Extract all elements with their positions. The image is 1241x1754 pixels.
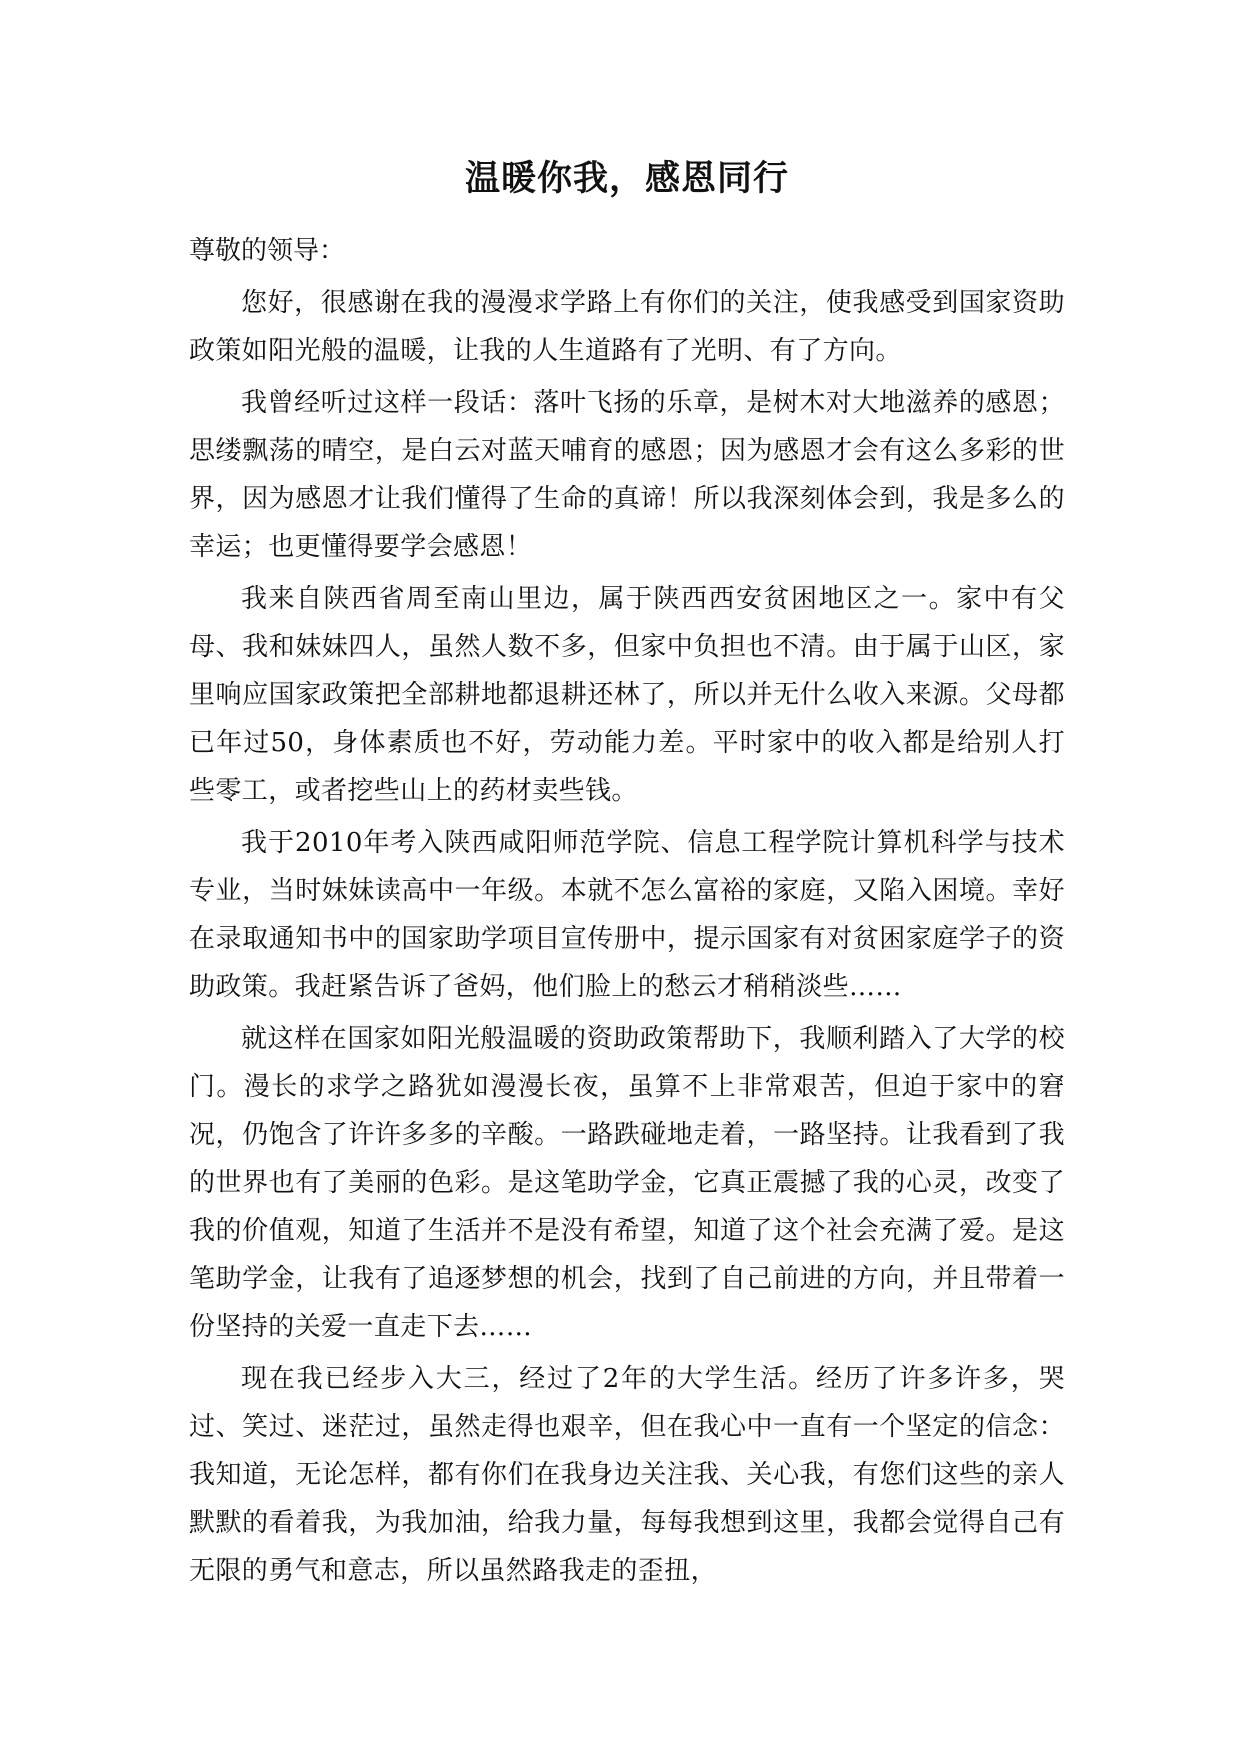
salutation: 尊敬的领导： [189,236,346,266]
paragraph-college-admission: 我于2010年考入陕西咸阳师范学院、信息工程学院计算机科学与技术专业，当时妹妹读高中一年级。本就不怎么富裕的家庭，又陷入困境。幸好在录取通知书中的国家助学项目宣传册中，提示国家有对贫困家庭学子的资助政策。我赶紧告诉了爸妈，他们脸上的愁云才稍稍淡些…… [189,828,1065,1002]
paragraph-financial-aid: 就这样在国家如阳光般温暖的资助政策帮助下，我顺利踏入了大学的校门。漫长的求学之路犹如漫漫长夜，虽算不上非常艰苦，但迫于家中的窘况，仍饱含了许许多多的辛酸。一路跌碰地走着，一路坚持。让我看到了我的世界也有了美丽的色彩。是这笔助学金，它真正震撼了我的心灵，改变了我的价值观，知道了生活并不是没有希望，知道了这个社会充满了爱。是这笔助学金，让我有了追逐梦想的机会，找到了自己前进的方向，并且带着一份坚持的关爱一直走下去…… [189,1024,1065,1342]
paragraph-greeting: 您好，很感谢在我的漫漫求学路上有你们的关注，使我感受到国家资助政策如阳光般的温暖，让我的人生道路有了光明、有了方向。 [189,288,1065,366]
document-title: 温暖你我，感恩同行 [464,159,789,199]
paragraph-current-life: 现在我已经步入大三，经过了2年的大学生活。经历了许多许多，哭过、笑过、迷茫过，虽然走得也艰辛，但在我心中一直有一个坚定的信念：我知道，无论怎样，都有你们在我身边关注我、关心我，有您们这些的亲人默默的看着我，为我加油，给我力量，每每我想到这里，我都会觉得自己有无限的勇气和意志，所以虽然路我走的歪扭， [189,1364,1065,1586]
paragraph-gratitude-quote: 我曾经听过这样一段话：落叶飞扬的乐章，是树木对大地滋养的感恩；思缕飘荡的晴空，是白云对蓝天哺育的感恩；因为感恩才会有这么多彩的世界，因为感恩才让我们懂得了生命的真谛！所以我深刻体会到，我是多么的幸运；也更懂得要学会感恩！ [189,388,1065,562]
paragraph-family-background: 我来自陕西省周至南山里边，属于陕西西安贫困地区之一。家中有父母、我和妹妹四人，虽然人数不多，但家中负担也不清。由于属于山区，家里响应国家政策把全部耕地都退耕还林了，所以并无什么收入来源。父母都已年过50，身体素质也不好，劳动能力差。平时家中的收入都是给别人打些零工，或者挖些山上的药材卖些钱。 [189,584,1065,806]
document-body [189,155,1065,1599]
